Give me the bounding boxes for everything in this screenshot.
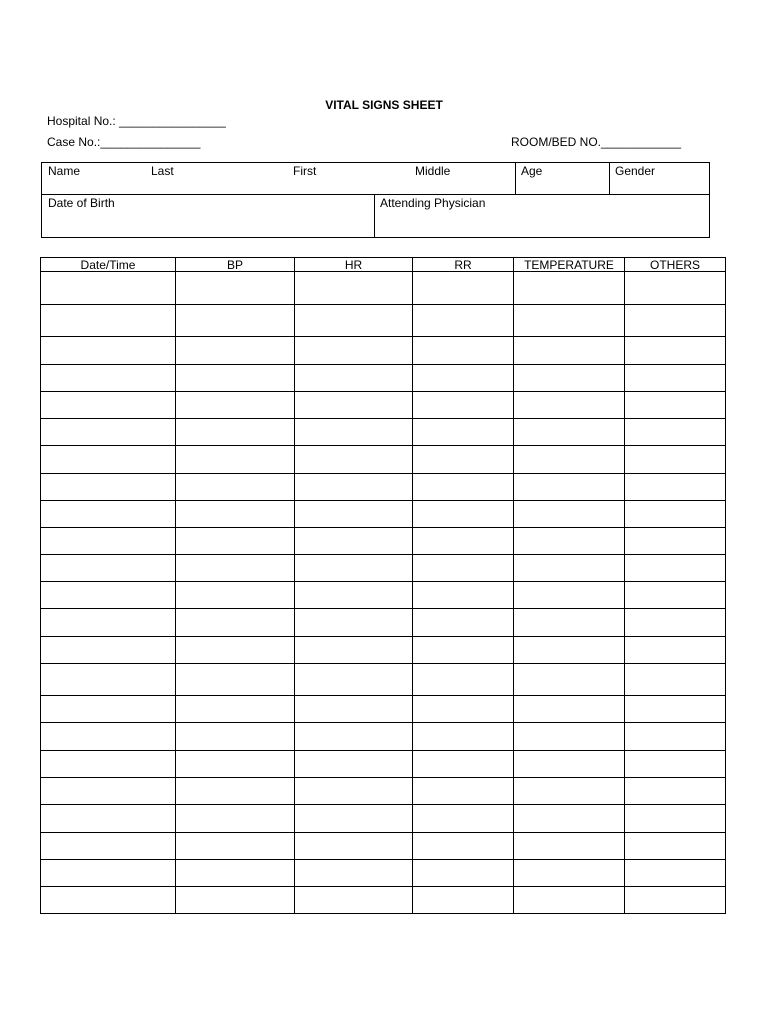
column-header-others: OTHERS [625,258,726,272]
cell-others[interactable] [625,833,726,860]
hospital-no-field[interactable]: Hospital No.: ________________ [47,114,226,128]
cell-hr[interactable] [295,555,413,582]
cell-hr[interactable] [295,664,413,696]
cell-rr[interactable] [413,833,514,860]
cell-others[interactable] [625,528,726,555]
table-row [41,833,726,860]
cell-temperature[interactable] [514,637,625,664]
cell-rr[interactable] [413,446,514,474]
last-name-field[interactable]: Last [151,164,174,178]
form-title: VITAL SIGNS SHEET [325,98,443,112]
cell-datetime[interactable] [41,696,176,723]
patient-info-box [41,162,710,238]
cell-hr[interactable] [295,474,413,501]
cell-others[interactable] [625,696,726,723]
cell-others[interactable] [625,305,726,337]
gender-field[interactable]: Gender [615,164,656,178]
cell-temperature[interactable] [514,365,625,392]
cell-hr[interactable] [295,528,413,555]
cell-temperature[interactable] [514,528,625,555]
cell-temperature[interactable] [514,860,625,887]
cell-hr[interactable] [295,833,413,860]
cell-temperature[interactable] [514,723,625,751]
cell-datetime[interactable] [41,637,176,664]
cell-rr[interactable] [413,555,514,582]
cell-hr[interactable] [295,609,413,637]
cell-bp[interactable] [176,582,295,609]
table-row [41,419,726,446]
cell-hr[interactable] [295,696,413,723]
cell-temperature[interactable] [514,419,625,446]
table-row [41,637,726,664]
table-row [41,860,726,887]
cell-rr[interactable] [413,887,514,914]
cell-rr[interactable] [413,778,514,805]
name-label: Name [48,164,81,178]
cell-bp[interactable] [176,609,295,637]
cell-bp[interactable] [176,555,295,582]
case-no-field[interactable]: Case No.:_______________ [47,135,201,149]
cell-temperature[interactable] [514,778,625,805]
cell-datetime[interactable] [41,778,176,805]
table-row [41,365,726,392]
cell-others[interactable] [625,555,726,582]
cell-rr[interactable] [413,501,514,528]
table-row [41,555,726,582]
cell-bp[interactable] [176,887,295,914]
cell-bp[interactable] [176,528,295,555]
table-row [41,392,726,419]
cell-rr[interactable] [413,860,514,887]
cell-hr[interactable] [295,446,413,474]
column-header-bp: BP [176,258,295,272]
cell-temperature[interactable] [514,392,625,419]
cell-temperature[interactable] [514,664,625,696]
cell-datetime[interactable] [41,272,176,305]
cell-others[interactable] [625,609,726,637]
table-row [41,751,726,778]
cell-others[interactable] [625,337,726,365]
cell-hr[interactable] [295,805,413,833]
cell-rr[interactable] [413,337,514,365]
cell-rr[interactable] [413,272,514,305]
cell-rr[interactable] [413,528,514,555]
cell-hr[interactable] [295,392,413,419]
cell-hr[interactable] [295,778,413,805]
cell-bp[interactable] [176,833,295,860]
cell-rr[interactable] [413,637,514,664]
attending-physician-field[interactable]: Attending Physician [380,196,486,210]
cell-others[interactable] [625,582,726,609]
cell-bp[interactable] [176,392,295,419]
column-header-hr: HR [295,258,413,272]
cell-temperature[interactable] [514,305,625,337]
table-row [41,582,726,609]
cell-rr[interactable] [413,419,514,446]
cell-datetime[interactable] [41,887,176,914]
cell-hr[interactable] [295,305,413,337]
cell-hr[interactable] [295,419,413,446]
table-row [41,446,726,474]
cell-bp[interactable] [176,696,295,723]
cell-temperature[interactable] [514,446,625,474]
column-header-rr: RR [413,258,514,272]
cell-datetime[interactable] [41,419,176,446]
cell-others[interactable] [625,805,726,833]
cell-rr[interactable] [413,582,514,609]
cell-datetime[interactable] [41,528,176,555]
age-field[interactable]: Age [521,164,543,178]
cell-hr[interactable] [295,501,413,528]
cell-bp[interactable] [176,365,295,392]
table-row [41,474,726,501]
cell-rr[interactable] [413,723,514,751]
cell-datetime[interactable] [41,860,176,887]
cell-rr[interactable] [413,664,514,696]
cell-temperature[interactable] [514,833,625,860]
cell-temperature[interactable] [514,751,625,778]
cell-others[interactable] [625,664,726,696]
cell-hr[interactable] [295,751,413,778]
table-row [41,272,726,305]
cell-datetime[interactable] [41,582,176,609]
cell-bp[interactable] [176,778,295,805]
cell-datetime[interactable] [41,337,176,365]
cell-others[interactable] [625,723,726,751]
cell-bp[interactable] [176,723,295,751]
table-row [41,609,726,637]
cell-hr[interactable] [295,582,413,609]
table-row [41,305,726,337]
table-header-row [41,258,726,272]
cell-bp[interactable] [176,305,295,337]
table-row [41,723,726,751]
cell-temperature[interactable] [514,337,625,365]
column-header-datetime: Date/Time [41,258,176,272]
cell-rr[interactable] [413,365,514,392]
table-body [41,272,726,914]
cell-rr[interactable] [413,751,514,778]
cell-hr[interactable] [295,272,413,305]
column-header-temperature: TEMPERATURE [514,258,625,272]
cell-bp[interactable] [176,446,295,474]
cell-temperature[interactable] [514,501,625,528]
cell-datetime[interactable] [41,501,176,528]
table-row [41,337,726,365]
cell-rr[interactable] [413,305,514,337]
table-row [41,501,726,528]
cell-temperature[interactable] [514,609,625,637]
cell-datetime[interactable] [41,555,176,582]
cell-hr[interactable] [295,365,413,392]
cell-bp[interactable] [176,637,295,664]
cell-datetime[interactable] [41,392,176,419]
vital-signs-table [40,257,726,914]
cell-datetime[interactable] [41,609,176,637]
cell-temperature[interactable] [514,582,625,609]
cell-rr[interactable] [413,805,514,833]
cell-bp[interactable] [176,419,295,446]
cell-bp[interactable] [176,474,295,501]
cell-bp[interactable] [176,860,295,887]
cell-datetime[interactable] [41,751,176,778]
cell-temperature[interactable] [514,272,625,305]
cell-hr[interactable] [295,337,413,365]
first-name-field[interactable]: First [293,164,317,178]
table-row [41,696,726,723]
middle-name-field[interactable]: Middle [415,164,451,178]
cell-others[interactable] [625,272,726,305]
cell-others[interactable] [625,365,726,392]
cell-others[interactable] [625,501,726,528]
table-row [41,664,726,696]
cell-datetime[interactable] [41,365,176,392]
cell-bp[interactable] [176,751,295,778]
cell-rr[interactable] [413,609,514,637]
cell-others[interactable] [625,392,726,419]
cell-rr[interactable] [413,392,514,419]
room-bed-field[interactable]: ROOM/BED NO.____________ [511,135,682,149]
date-of-birth-field[interactable]: Date of Birth [48,196,115,210]
cell-datetime[interactable] [41,446,176,474]
cell-datetime[interactable] [41,805,176,833]
cell-bp[interactable] [176,272,295,305]
table-row [41,778,726,805]
cell-rr[interactable] [413,474,514,501]
cell-datetime[interactable] [41,833,176,860]
cell-others[interactable] [625,887,726,914]
table-row [41,887,726,914]
cell-others[interactable] [625,419,726,446]
cell-rr[interactable] [413,696,514,723]
cell-temperature[interactable] [514,805,625,833]
cell-others[interactable] [625,474,726,501]
cell-bp[interactable] [176,501,295,528]
cell-datetime[interactable] [41,664,176,696]
cell-bp[interactable] [176,805,295,833]
table-row [41,805,726,833]
cell-others[interactable] [625,637,726,664]
cell-hr[interactable] [295,637,413,664]
cell-bp[interactable] [176,337,295,365]
cell-bp[interactable] [176,664,295,696]
cell-hr[interactable] [295,860,413,887]
cell-others[interactable] [625,778,726,805]
cell-others[interactable] [625,446,726,474]
cell-others[interactable] [625,860,726,887]
cell-temperature[interactable] [514,887,625,914]
cell-datetime[interactable] [41,723,176,751]
cell-datetime[interactable] [41,474,176,501]
table-row [41,528,726,555]
cell-temperature[interactable] [514,474,625,501]
cell-temperature[interactable] [514,555,625,582]
cell-temperature[interactable] [514,696,625,723]
cell-hr[interactable] [295,887,413,914]
cell-datetime[interactable] [41,305,176,337]
cell-hr[interactable] [295,723,413,751]
cell-others[interactable] [625,751,726,778]
